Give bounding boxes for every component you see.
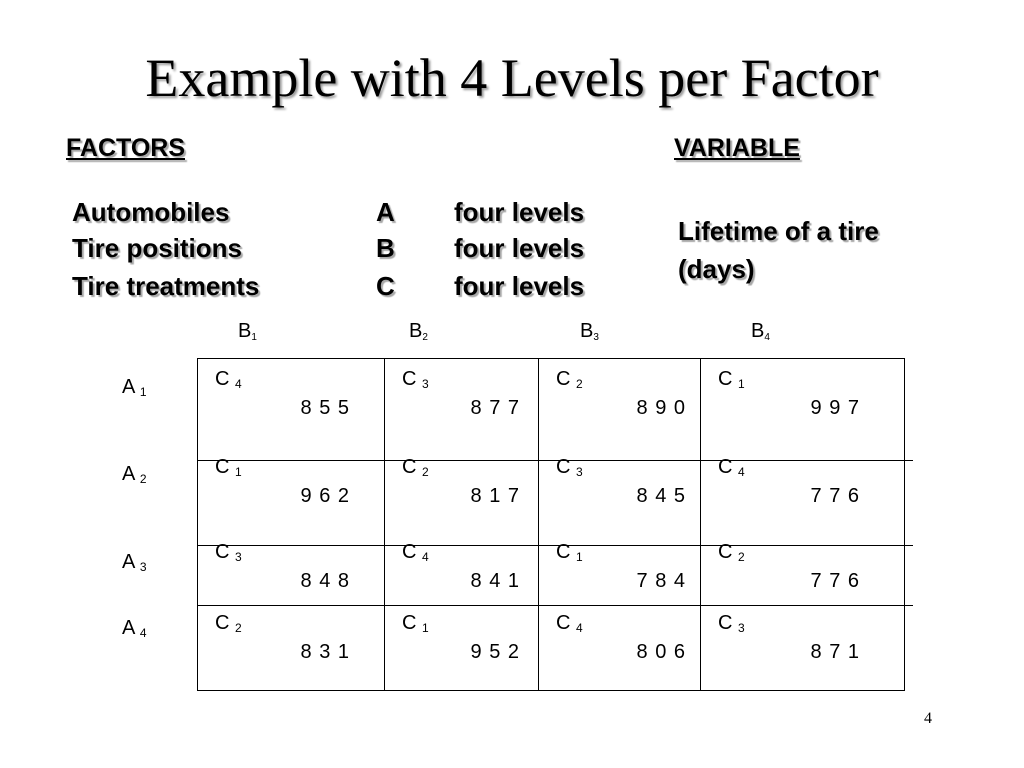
column-header-subscript: 2 — [422, 332, 428, 343]
treatment-letter: C — [718, 612, 733, 634]
factor-levels: four levels — [454, 271, 585, 301]
variable-line: (days) — [678, 254, 755, 284]
column-header — [238, 320, 257, 343]
treatment-subscript: 2 — [235, 621, 242, 635]
lifetime-value: 9 5 2 — [470, 641, 520, 663]
lifetime-value: 8 7 1 — [810, 641, 860, 663]
variable-heading: VARIABLE — [674, 134, 800, 162]
treatment-letter: C — [718, 368, 733, 390]
treatment-letter: C — [215, 456, 230, 478]
treatment-letter: C — [215, 368, 230, 390]
factor-name: Automobiles — [72, 197, 230, 227]
lifetime-value: 8 4 1 — [470, 570, 520, 592]
treatment-subscript: 3 — [576, 465, 583, 479]
column-divider — [700, 358, 701, 691]
column-divider — [538, 358, 539, 691]
treatment-label — [402, 612, 429, 635]
column-header-subscript: 4 — [764, 332, 770, 343]
treatment-subscript: 2 — [576, 377, 583, 391]
treatment-label — [556, 368, 583, 391]
row-header-letter: A — [122, 376, 135, 398]
row-header-subscript: 2 — [139, 472, 147, 486]
table-bottom-border — [197, 690, 905, 691]
treatment-letter: C — [556, 368, 571, 390]
row-header-subscript: 4 — [139, 626, 147, 640]
column-header — [409, 320, 428, 343]
row-header-letter: A — [122, 617, 135, 639]
treatment-label — [718, 368, 745, 391]
treatment-label — [402, 541, 429, 564]
treatment-label — [402, 456, 429, 479]
treatment-label — [402, 368, 429, 391]
column-header — [580, 320, 599, 343]
column-header-letter: B — [409, 320, 423, 342]
treatment-subscript: 3 — [738, 621, 745, 635]
treatment-label — [215, 456, 242, 479]
table-top-border — [197, 358, 905, 359]
lifetime-value: 8 0 6 — [636, 641, 686, 663]
lifetime-value: 8 1 7 — [470, 485, 520, 507]
row-divider — [197, 545, 913, 546]
lifetime-value: 9 6 2 — [300, 485, 350, 507]
treatment-label — [215, 612, 242, 635]
treatment-label — [215, 541, 242, 564]
column-header-subscript: 3 — [593, 332, 599, 343]
slide-title: Example with 4 Levels per Factor — [145, 48, 879, 108]
treatment-letter: C — [402, 541, 417, 563]
row-divider — [197, 605, 913, 606]
treatment-letter: C — [215, 541, 230, 563]
treatment-letter: C — [402, 612, 417, 634]
lifetime-value: 8 5 5 — [300, 397, 350, 419]
treatment-subscript: 4 — [422, 550, 429, 564]
treatment-subscript: 1 — [576, 550, 583, 564]
column-divider — [384, 358, 385, 691]
treatment-label — [718, 456, 745, 479]
treatment-letter: C — [402, 456, 417, 478]
row-header — [122, 463, 147, 486]
treatment-subscript: 1 — [422, 621, 429, 635]
factors-heading: FACTORS — [66, 134, 185, 162]
treatment-subscript: 2 — [738, 550, 745, 564]
treatment-label — [556, 456, 583, 479]
treatment-subscript: 1 — [738, 377, 745, 391]
factor-symbol: C — [376, 271, 395, 301]
lifetime-value: 8 4 5 — [636, 485, 686, 507]
row-header-subscript: 3 — [139, 560, 147, 574]
treatment-label — [215, 368, 242, 391]
treatment-subscript: 4 — [235, 377, 242, 391]
row-header — [122, 551, 147, 574]
lifetime-value: 8 3 1 — [300, 641, 350, 663]
treatment-label — [718, 612, 745, 635]
treatment-label — [556, 612, 583, 635]
response-variable — [678, 212, 978, 288]
treatment-subscript: 3 — [422, 377, 429, 391]
factor-name: Tire treatments — [72, 271, 260, 301]
row-divider — [197, 460, 913, 461]
factor-symbol: B — [376, 233, 395, 263]
treatment-letter: C — [556, 456, 571, 478]
row-header-subscript: 1 — [139, 385, 147, 399]
column-header-subscript: 1 — [251, 332, 257, 343]
treatment-label — [556, 541, 583, 564]
treatment-subscript: 1 — [235, 465, 242, 479]
treatment-letter: C — [556, 541, 571, 563]
lifetime-value: 8 7 7 — [470, 397, 520, 419]
treatment-letter: C — [215, 612, 230, 634]
lifetime-value: 7 7 6 — [810, 570, 860, 592]
variable-line: Lifetime of a tire — [678, 216, 879, 246]
table-right-border — [904, 358, 905, 691]
lifetime-value: 7 7 6 — [810, 485, 860, 507]
treatment-subscript: 2 — [422, 465, 429, 479]
treatment-subscript: 4 — [738, 465, 745, 479]
lifetime-value: 9 9 7 — [810, 397, 860, 419]
factor-name: Tire positions — [72, 233, 242, 263]
factor-levels: four levels — [454, 197, 585, 227]
treatment-letter: C — [556, 612, 571, 634]
row-header — [122, 376, 147, 399]
table-left-border — [197, 358, 198, 691]
row-header — [122, 617, 147, 640]
lifetime-value: 8 9 0 — [636, 397, 686, 419]
column-header-letter: B — [580, 320, 594, 342]
treatment-subscript: 3 — [235, 550, 242, 564]
factor-symbol: A — [376, 197, 395, 227]
row-header-letter: A — [122, 463, 135, 485]
column-header-letter: B — [238, 320, 252, 342]
row-header-letter: A — [122, 551, 135, 573]
factor-levels: four levels — [454, 233, 585, 263]
lifetime-value: 7 8 4 — [636, 570, 686, 592]
column-header — [751, 320, 770, 343]
column-header-letter: B — [751, 320, 765, 342]
treatment-label — [718, 541, 745, 564]
treatment-letter: C — [718, 456, 733, 478]
treatment-letter: C — [718, 541, 733, 563]
lifetime-value: 8 4 8 — [300, 570, 350, 592]
treatment-letter: C — [402, 368, 417, 390]
treatment-subscript: 4 — [576, 621, 583, 635]
page-number: 4 — [924, 710, 932, 727]
